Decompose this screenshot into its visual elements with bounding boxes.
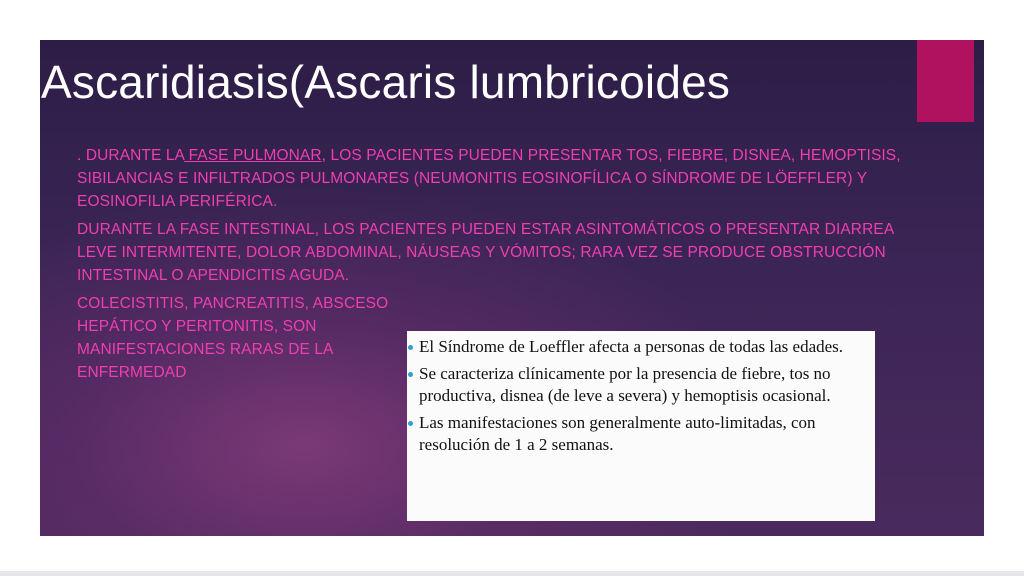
loeffler-info-box <box>407 331 875 521</box>
bullet-icon <box>408 421 413 426</box>
paragraph-pulmonary-suffix: LOS PACIENTES PUEDEN PRESENTAR TOS, FIEBRE, DISNEA, HEMOPTISIS, SIBILANCIAS E INFILTRADOS PULMONARES (NEUMONITIS EOSINOFÍLICA O SÍNDROME DE LÖEFFLER) Y EOSINOFILIA PERIFÉRICA. <box>77 147 901 210</box>
paragraph-rare-manifestations: COLECISTITIS, PANCREATITIS, ABSCESO HEPÁTICO Y PERITONITIS, SON MANIFESTACIONES RARAS DE LA ENFERMEDAD <box>77 295 389 381</box>
pulmonary-phase-underlined: FASE PULMONAR, <box>184 147 327 164</box>
list-item-text: Las manifestaciones son generalmente auto-limitadas, con resolución de 1 a 2 semanas. <box>419 413 816 454</box>
paragraph-pulmonary-prefix: . DURANTE LA <box>77 147 185 164</box>
paragraph-intestinal-phase: DURANTE LA FASE INTESTINAL, LOS PACIENTES PUEDEN ESTAR ASINTOMÁTICOS O PRESENTAR DIARREA LEVE INTERMITENTE, DOLOR ABDOMINAL, NÁUSEAS Y VÓMITOS; RARA VEZ SE PRODUCE OBSTRUCCIÓN INTESTINAL O APENDICITIS AGUDA. <box>77 221 894 284</box>
accent-bar <box>917 40 974 122</box>
paragraph-pulmonary-phase <box>77 144 927 213</box>
slide <box>40 40 984 536</box>
bullet-icon <box>408 345 413 350</box>
bullet-icon <box>408 372 413 377</box>
list-item <box>407 363 867 407</box>
bottom-divider <box>0 571 1024 576</box>
list-item-text: El Síndrome de Loeffler afecta a personas de todas las edades. <box>419 337 844 356</box>
list-item-text: Se caracteriza clínicamente por la presencia de fiebre, tos no productiva, disnea (de leve a severa) y hemoptisis ocasional. <box>419 364 831 405</box>
slide-title: Ascaridiasis(Ascaris lumbricoides <box>41 56 731 108</box>
list-item <box>407 412 867 456</box>
list-item <box>407 336 867 358</box>
loeffler-info-list <box>407 336 867 456</box>
